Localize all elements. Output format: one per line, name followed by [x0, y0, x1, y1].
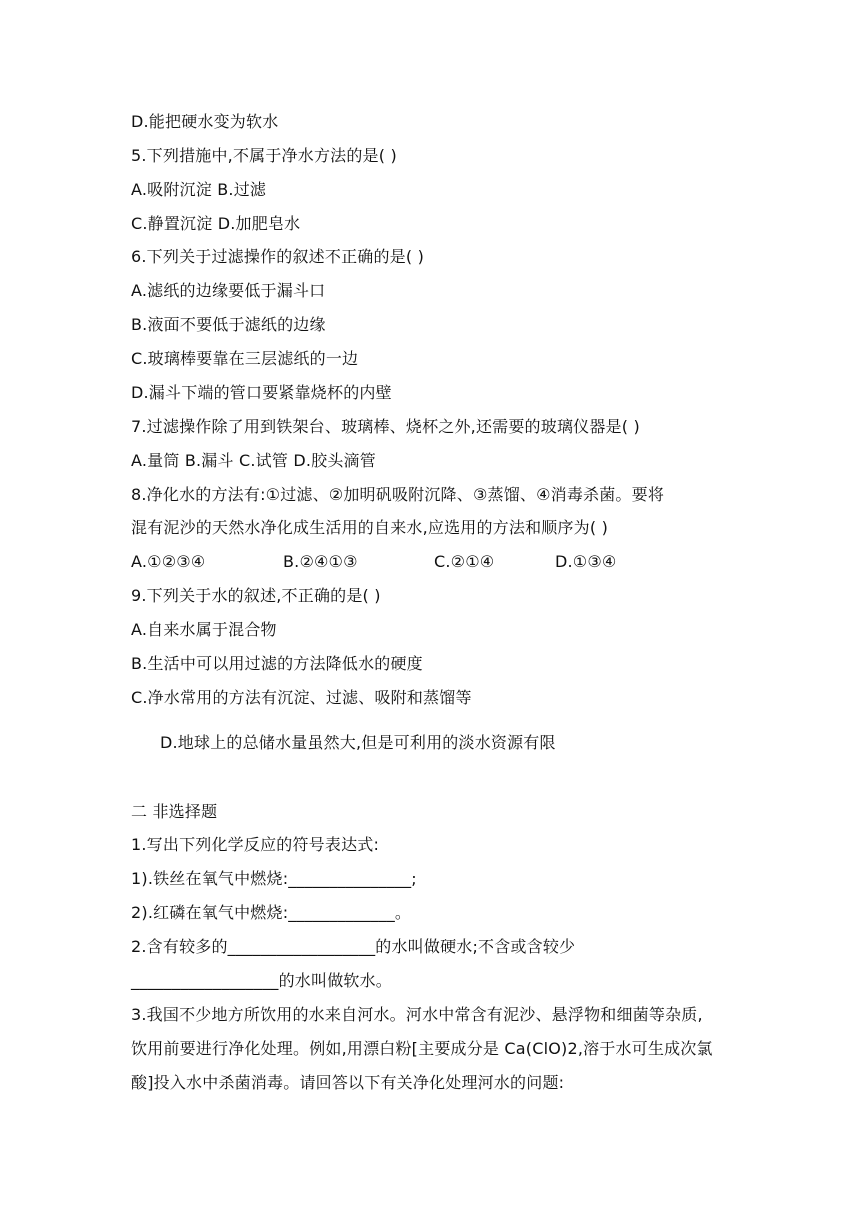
- q6-option-b: B.液面不要低于滤纸的边缘: [131, 315, 326, 334]
- q6-option-a: A.滤纸的边缘要低于漏斗口: [131, 281, 326, 300]
- q8-option-c: C.②①④: [434, 552, 495, 571]
- q8-option-d: D.①③④: [555, 552, 617, 571]
- q8-options: [131, 552, 616, 572]
- q9-stem: 9.下列关于水的叙述,不正确的是( ): [131, 586, 381, 605]
- q9-option-d: D.地球上的总储水量虽然大,但是可利用的淡水资源有限: [160, 733, 556, 752]
- s2-q3-line2: 饮用前要进行净化处理。例如,用漂白粉[主要成分是 Ca(ClO)2,溶于水可生成次氯: [131, 1039, 713, 1058]
- s2-q3-line3: 酸]投入水中杀菌消毒。请回答以下有关净化处理河水的问题:: [131, 1073, 565, 1092]
- s2-q3-line1: 3.我国不少地方所饮用的水来自河水。河水中常含有泥沙、悬浮物和细菌等杂质,: [131, 1005, 703, 1024]
- q7-options: A.量筒 B.漏斗 C.试管 D.胶头滴管: [131, 451, 376, 470]
- q8-option-b: B.②④①③: [283, 552, 358, 571]
- s2-q2-line1: 2.含有较多的__________________的水叫做硬水;不含或含较少: [131, 937, 576, 956]
- q8-stem-line1: 8.净化水的方法有:①过滤、②加明矾吸附沉降、③蒸馏、④消毒杀菌。要将: [131, 485, 665, 504]
- q5-stem: 5.下列措施中,不属于净水方法的是( ): [131, 146, 397, 165]
- q5-options-ab: A.吸附沉淀 B.过滤: [131, 180, 267, 199]
- q6-option-c: C.玻璃棒要靠在三层滤纸的一边: [131, 349, 359, 368]
- q8-stem-line2: 混有泥沙的天然水净化成生活用的自来水,应选用的方法和顺序为( ): [131, 518, 609, 537]
- q5-options-cd: C.静置沉淀 D.加肥皂水: [131, 214, 301, 233]
- q6-option-d: D.漏斗下端的管口要紧靠烧杯的内壁: [131, 383, 392, 402]
- q9-option-c: C.净水常用的方法有沉淀、过滤、吸附和蒸馏等: [131, 688, 472, 707]
- q9-option-b: B.生活中可以用过滤的方法降低水的硬度: [131, 654, 423, 673]
- q6-stem: 6.下列关于过滤操作的叙述不正确的是( ): [131, 247, 425, 266]
- s2-q1-part1: 1).铁丝在氧气中燃烧:_______________;: [131, 869, 417, 888]
- q4-option-d: D.能把硬水变为软水: [131, 112, 279, 131]
- q8-option-a: A.①②③④: [131, 552, 206, 571]
- q7-stem: 7.过滤操作除了用到铁架台、玻璃棒、烧杯之外,还需要的玻璃仪器是( ): [131, 417, 640, 436]
- q9-option-a: A.自来水属于混合物: [131, 620, 277, 639]
- s2-q1-part2: 2).红磷在氧气中燃烧:_____________。: [131, 903, 412, 922]
- s2-q1-stem: 1.写出下列化学反应的符号表达式:: [131, 835, 380, 854]
- section2-title: 二 非选择题: [131, 802, 218, 821]
- s2-q2-line2: __________________的水叫做软水。: [131, 971, 393, 990]
